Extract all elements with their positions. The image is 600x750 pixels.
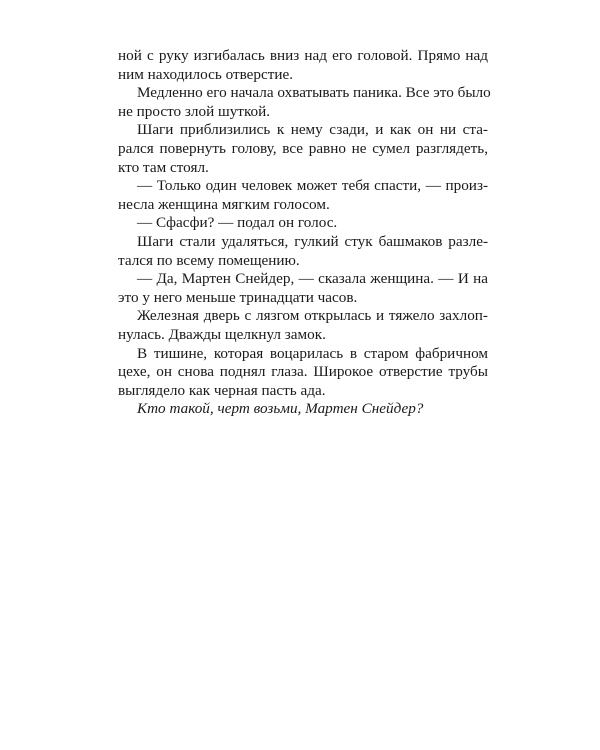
- paragraph: [118, 345, 488, 401]
- paragraph: [118, 177, 488, 214]
- text-line: рался повернуть голову, все равно не сумел разглядеть,: [118, 139, 488, 157]
- paragraph: [118, 307, 488, 344]
- text-line: — Сфасфи? — подал он голос.: [137, 214, 338, 232]
- text-line: Железная дверь с лязгом открылась и тяжело захлоп-: [137, 307, 488, 325]
- paragraph: [118, 270, 488, 307]
- text-line: Шаги приблизились к нему сзади, и как он ни ста-: [137, 121, 488, 139]
- text-line: цехе, он снова поднял глаза. Широкое отверстие трубы: [118, 363, 488, 381]
- text-line: — Только один человек может тебя спасти, — произ-: [137, 177, 488, 195]
- text-line: это у него меньше тринадцати часов.: [118, 288, 358, 306]
- text-line: выглядело как черная пасть ада.: [118, 381, 326, 399]
- text-line: не просто злой шуткой.: [118, 102, 271, 120]
- paragraph: [118, 47, 488, 84]
- text-line: В тишине, которая воцарилась в старом фабричном: [137, 344, 488, 362]
- text-line: Шаги стали удаляться, гулкий стук башмаков разле-: [137, 232, 488, 250]
- text-line: нулась. Дважды щелкнул замок.: [118, 325, 326, 343]
- text-line: несла женщина мягким голосом.: [118, 195, 330, 213]
- paragraph: [118, 400, 488, 419]
- text-line: ним находилось отверстие.: [118, 65, 294, 83]
- text-line: Медленно его начала охватывать паника. Все это было: [137, 84, 491, 102]
- paragraph: [118, 233, 488, 270]
- text-line: Кто такой, черт возьми, Мартен Снейдер?: [137, 400, 424, 418]
- page-body-text: [118, 47, 491, 419]
- text-line: кто там стоял.: [118, 158, 209, 176]
- text-line: ной с руку изгибалась вниз над его головой. Прямо над: [118, 47, 488, 64]
- paragraph: [118, 214, 488, 233]
- text-line: — Да, Мартен Снейдер, — сказала женщина. — И на: [137, 270, 488, 288]
- text-line: тался по всему помещению.: [118, 251, 300, 269]
- paragraph: [118, 84, 491, 121]
- paragraph: [118, 121, 488, 177]
